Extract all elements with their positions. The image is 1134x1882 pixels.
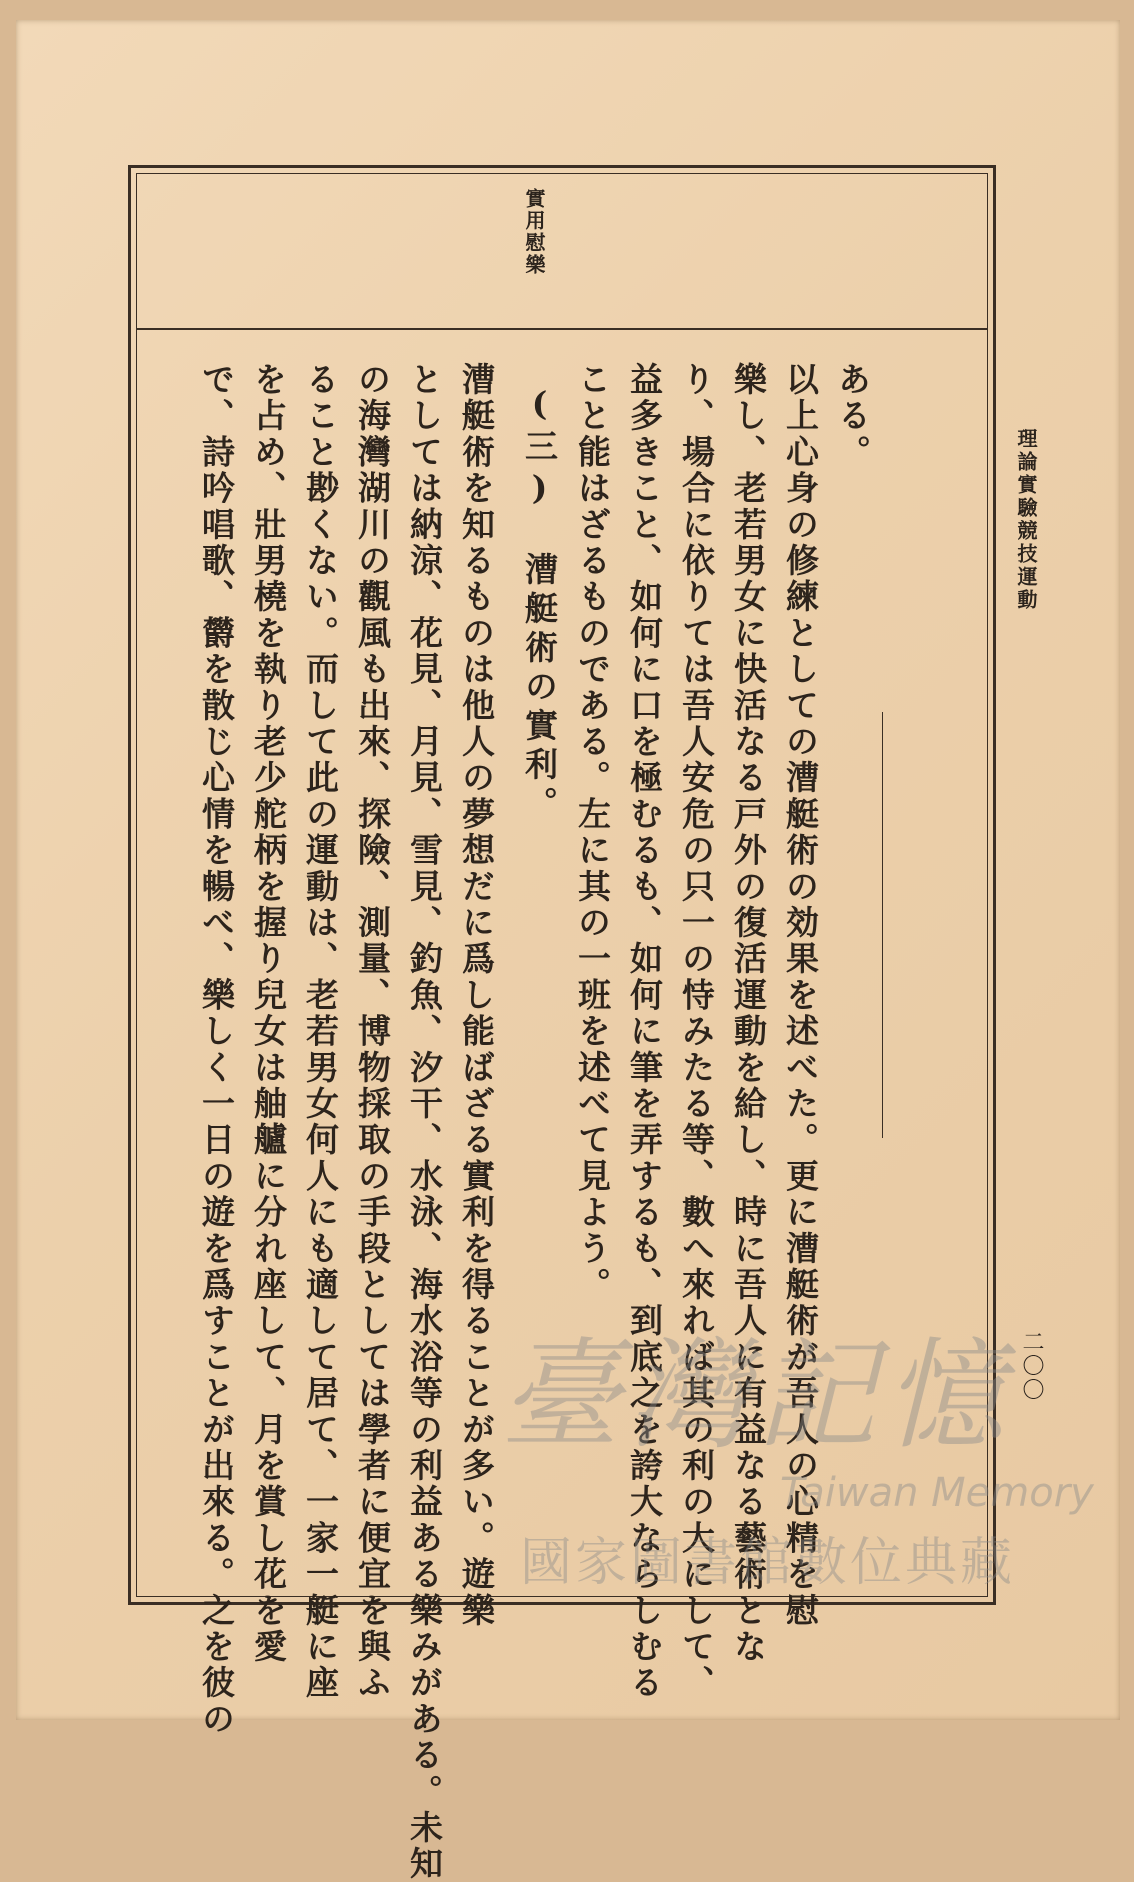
running-title: 理論實驗競技運動 xyxy=(1014,428,1038,612)
body-column-8: 漕艇術を知るものは他人の夢想だに爲し能ばざる實利を得ることが多い。遊樂 xyxy=(457,362,496,1629)
body-column-2: 以上心身の修練としての漕艇術の効果を述べた。更に漕艇術が吾人の心精を慰 xyxy=(781,362,820,1629)
body-column-3: 樂し、老若男女に快活なる戸外の復活運動を給し、時に吾人に有益なる藝術とな xyxy=(729,362,768,1666)
body-column-11: ること尠くない。而して此の運動は、老若男女何人にも適して居て、一家一艇に座 xyxy=(301,362,340,1702)
body-column-10: の海灣湖川の觀風も出來、探險、測量、博物採取の手段としては學者に便宜を與ふ xyxy=(353,362,392,1702)
page-number: 二〇〇 xyxy=(1019,1330,1044,1402)
body-column-6: こと能はざるものである。左に其の一班を述べて見よう。 xyxy=(573,362,612,1304)
header-divider xyxy=(136,328,988,330)
body-column-4: り、場合に依りては吾人安危の只一の恃みたる等、數へ來れば其の利の大にして、 xyxy=(677,362,716,1702)
watermark-chinese: 國家圖書館數位典藏 xyxy=(520,1533,1016,1593)
section-header: 實用慰樂 xyxy=(522,188,546,276)
subsection-heading: (三) 漕艇術の實利。 xyxy=(520,384,559,825)
body-column-1: ある。 xyxy=(833,362,872,471)
body-column-12: を占め、壯男橈を執り老少舵柄を握り兒女は舳艫に分れ座して、月を賞し花を愛 xyxy=(249,362,288,1666)
body-column-9: としては納涼、花見、月見、雪見、釣魚、汐干、水泳、海水浴等の利益ある樂みがある。未知 xyxy=(405,362,444,1882)
watermark-logo: 臺灣記憶 xyxy=(500,1327,1012,1466)
side-rule xyxy=(882,712,883,1138)
body-column-5: 益多きこと、如何に口を極むるも、如何に筆を弄するも、到底之を誇大ならしむる xyxy=(625,362,664,1702)
body-column-13: で、詩吟唱歌、欝を散じ心情を暢べ、樂しく一日の遊を爲すことが出來る。之を彼の xyxy=(197,362,236,1738)
watermark-english: Taiwan Memory xyxy=(780,1470,1094,1516)
